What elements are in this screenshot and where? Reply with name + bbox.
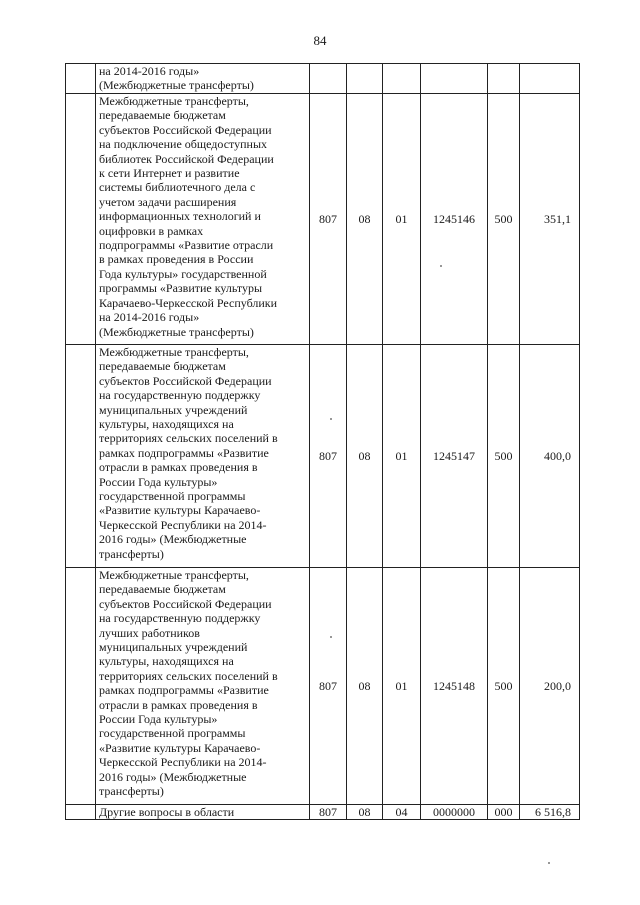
description-cell: Межбюджетные трансферты, передаваемые бюджетам субъектов Российской Федерации на государственную поддержку муниципальных учреждений культуры, находящихся на территориях сельских поселений в рамках подпрограммы «Развитие отрасли в рамках проведения в России Года культуры» государственной программы «Развитие культуры Карачаево- Черкесской Республики на 2014- 2016 годы» (Межбюджетные трансферты) [96,345,310,568]
expense-type-cell: 500 [488,345,520,568]
subsection-cell: 04 [383,805,421,820]
description-cell: Межбюджетные трансферты, передаваемые бюджетам субъектов Российской Федерации на подключение общедоступных библиотек Российской Федерации к сети Интернет и развитие системы библиотечного дела с учетом задачи расширения информационных технологий и оцифровки в рамках подпрограммы «Развитие отрасли в рамках проведения в России Года культуры» государственной программы «Развитие культуры Карачаево-Черкесской Республики на 2014-2016 годы» (Межбюджетные трансферты) [96,94,310,345]
subsection-cell: 01 [383,94,421,345]
target-article-cell: 0000000 [421,805,488,820]
scan-speck [330,636,332,638]
scan-speck [330,418,332,420]
budget-table [65,63,580,820]
scan-speck [440,265,442,267]
table-row [66,94,580,345]
section-cell: 08 [347,805,383,820]
expense-type-cell [488,64,520,94]
expense-type-cell: 000 [488,805,520,820]
subsection-cell: 01 [383,568,421,805]
target-article-cell [421,64,488,94]
subsection-cell [383,64,421,94]
subsection-cell: 01 [383,345,421,568]
expense-type-cell: 500 [488,94,520,345]
target-article-cell: 1245147 [421,345,488,568]
expense-type-cell: 500 [488,568,520,805]
table-row [66,805,580,820]
page-number: 84 [313,33,327,48]
row-marker-cell [66,568,96,805]
amount-cell: 6 516,8 [520,805,580,820]
description-cell: Другие вопросы в области [96,805,310,820]
description-cell: Межбюджетные трансферты, передаваемые бюджетам субъектов Российской Федерации на государственную поддержку лучших работников муниципальных учреждений культуры, находящихся на территориях сельских поселений в рамках подпрограммы «Развитие отрасли в рамках проведения в России Года культуры» государственной программы «Развитие культуры Карачаево- Черкесской Республики на 2014- 2016 годы» (Межбюджетные трансферты) [96,568,310,805]
target-article-cell: 1245148 [421,568,488,805]
amount-cell: 200,0 [520,568,580,805]
row-marker-cell [66,94,96,345]
ministry-cell: 807 [310,568,347,805]
ministry-cell: 807 [310,345,347,568]
ministry-cell: 807 [310,94,347,345]
section-cell: 08 [347,94,383,345]
section-cell: 08 [347,345,383,568]
scan-speck [548,862,550,864]
ministry-cell: 807 [310,805,347,820]
target-article-cell: 1245146 [421,94,488,345]
row-marker-cell [66,345,96,568]
table-row [66,568,580,805]
amount-cell: 400,0 [520,345,580,568]
table-row [66,345,580,568]
table-row [66,64,580,94]
section-cell [347,64,383,94]
description-cell: на 2014-2016 годы» (Межбюджетные трансферты) [96,64,310,94]
row-marker-cell [66,805,96,820]
ministry-cell [310,64,347,94]
row-marker-cell [66,64,96,94]
amount-cell: 351,1 [520,94,580,345]
section-cell: 08 [347,568,383,805]
amount-cell [520,64,580,94]
